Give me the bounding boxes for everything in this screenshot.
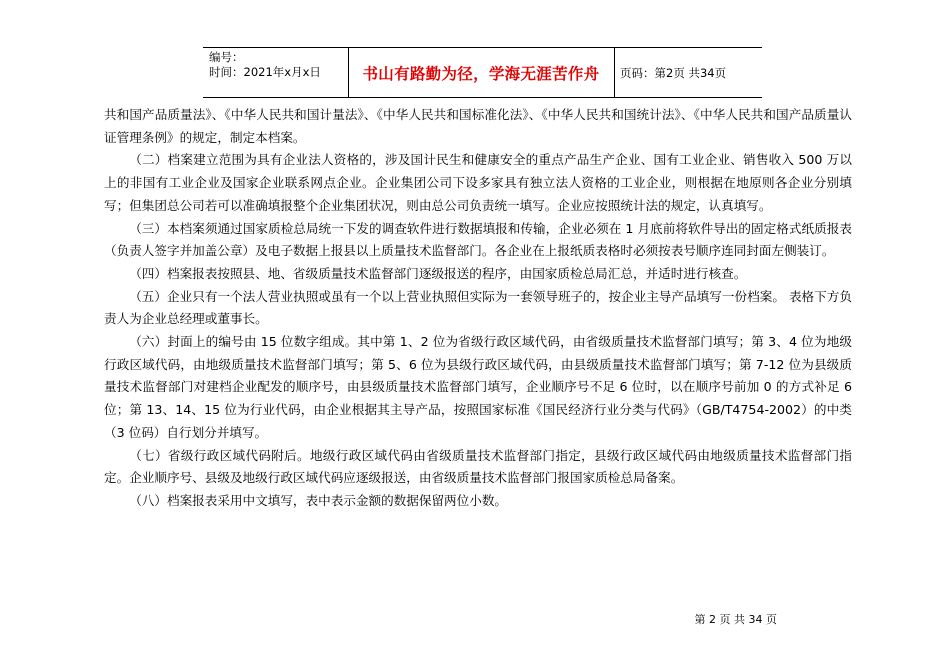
header-page-code: 页码：第2页 共34页 — [620, 66, 727, 80]
header-page-cell — [614, 48, 762, 97]
header-meta-cell — [203, 48, 349, 97]
paragraph-region-codes: （七）省级行政区域代码附后。地级行政区域代码由省级质量技术监督部门指定，县级行政区域代码由地级质量技术监督部门指定。企业顺序号、县级及地级行政区域代码应逐级报送，由省级质量技术监督部门报国家质检总局备案。 — [104, 447, 852, 486]
page-footer: 第 2 页 共 34 页 — [694, 613, 777, 626]
paragraph-continued: 共和国产品质量法》、《中华人民共和国计量法》、《中华人民共和国标准化法》、《中华人民共和国统计法》、《中华人民共和国产品质量认证管理条例》的规定，制定本档案。 — [104, 107, 852, 145]
document-number-label: 编号： — [209, 50, 244, 64]
document-date: 时间：2021年x月x日 — [209, 65, 321, 79]
header-motto-cell — [348, 48, 615, 97]
document-header — [203, 47, 762, 98]
paragraph-currency: （八）档案报表采用中文填写，表中表示金额的数据保留两位小数。 — [129, 492, 507, 508]
paragraph-license: （五）企业只有一个法人营业执照或虽有一个以上营业执照但实际为一套领导班子的，按企业主导产品填写一份档案。 表格下方负责人为企业总经理或董事长。 — [104, 288, 852, 327]
paragraph-numbering: （六）封面上的编号由 15 位数字组成。其中第 1、2 位为省级行政区域代码，由省级质量技术监督部门填写；第 3、4 位为地级行政区域代码，由地级质量技术监督部门填写；第 5、6 位为县级行政区域代码，由县级质量技术监督部门填写；第 7-12 位为县级质量技术监督部门对建档企业配发的顺序号，由县级质量技术监督部门填写，企业顺序号不足 6 位时，以在顺序号前加 0 的方式补足 6 位；第 13、14、15 位为行业代码，由企业根据其主导产品，按照国家标准《国民经济行业分类与代码》（GB/T4754-2002）的中类（3 位码）自行划分并填写。 — [104, 334, 852, 440]
paragraph-submission: （三）本档案须通过国家质检总局统一下发的调查软件进行数据填报和传输，企业必须在 1 月底前将软件导出的固定格式纸质报表（负责人签字并加盖公章）及电子数据上报县以上质量技术监督部门。各企业在上报纸质表格时必须按表号顺序连同封面左侧装订。 — [104, 220, 852, 259]
paragraph-scope: （二）档案建立范围为具有企业法人资格的，涉及国计民生和健康安全的重点产品生产企业、国有工业企业、销售收入 500 万以上的非国有工业企业及国家企业联系网点企业。企业集团公司下设多家具有独立法人资格的工业企业，则根据在地原则各企业分别填写；但集团总公司若可以准确填报整个企业集团状况，则由总公司负责统一填写。企业应按照统计法的规定，认真填写。 — [104, 152, 852, 213]
document-body — [104, 104, 852, 513]
paragraph-reporting-order: （四）档案报表按照县、地、省级质量技术监督部门逐级报送的程序，由国家质检总局汇总，并适时进行核查。 — [129, 265, 747, 281]
header-motto: 书山有路勤为径，学海无涯苦作舟 — [362, 65, 600, 83]
